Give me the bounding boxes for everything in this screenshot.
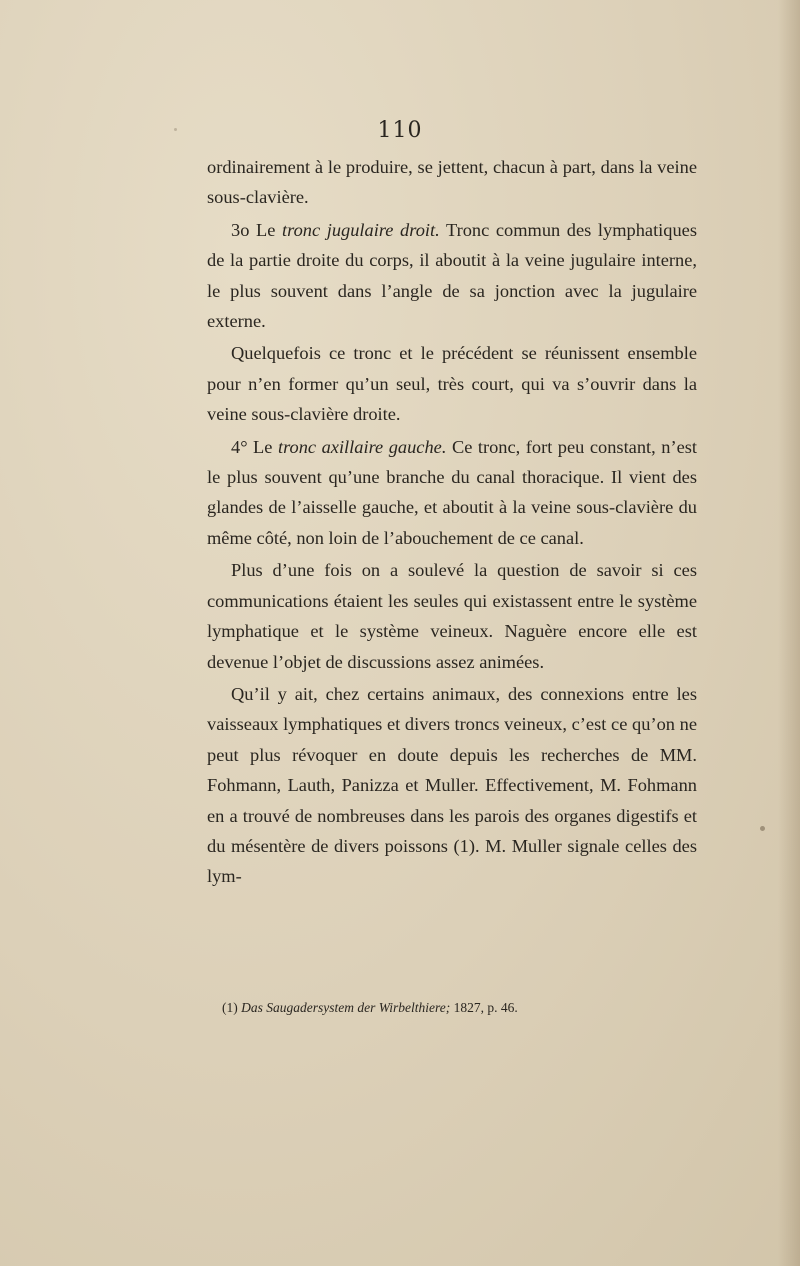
paragraph-4 xyxy=(207,432,697,554)
body-text xyxy=(207,152,697,892)
footnote-citation: 1827, p. 46. xyxy=(450,1000,518,1015)
paragraph-2-italic-heading: tronc jugulaire droit. xyxy=(281,219,440,240)
paragraph-2 xyxy=(207,215,697,337)
paragraph-6-text: Qu’il y ait, chez certains animaux, des connexions entre les vaisseaux lymphatiques et divers troncs veineux, c’est ce qu’on ne peut plus révoquer en doute depuis les recherches de MM. Fohmann, Lauth, Panizza et Muller. Effectivement, M. Fohmann en a trouvé de nombreuses dans les parois des organes digestifs et du mésentère de divers poissons (1). M. Muller signale celles des lym- xyxy=(207,683,697,887)
foxing-spot xyxy=(174,128,177,131)
paragraph-4-lead: 4° Le xyxy=(231,436,278,457)
paragraph-2-text: Tronc commun des lymphatiques de la partie droite du corps, il aboutit à la veine jugulaire interne, le plus souvent dans l’angle de sa jonction avec la jugulaire externe. xyxy=(207,219,697,332)
footnote-marker: (1) xyxy=(222,1000,242,1015)
paragraph-1 xyxy=(207,152,697,213)
paragraph-5-text: Plus d’une fois on a soulevé la question de savoir si ces communications étaient les seules qui existassent entre le système lymphatique et le système veineux. Naguère encore elle est devenue l’objet de discussions assez animées. xyxy=(207,560,697,672)
paragraph-4-italic-heading: tronc axillaire gauche. xyxy=(277,436,447,457)
paragraph-4-text: Ce tronc, fort peu constant, n’est le plus souvent qu’une branche du canal thoracique. Il vient des glandes de l’aisselle gauche, et aboutit à la veine sous-clavière du même côté, non loin de l’abouchement de ce canal. xyxy=(207,436,697,548)
paragraph-5 xyxy=(207,555,697,677)
paragraph-6 xyxy=(207,679,697,892)
footnote xyxy=(222,998,702,1018)
foxing-spot xyxy=(760,826,765,831)
page-edge-shadow xyxy=(778,0,800,1266)
page-number: 110 xyxy=(377,118,423,143)
paragraph-3-text: Quelquefois ce tronc et le précédent se réunissent ensemble pour n’en former qu’un seul, très court, qui va s’ouvrir dans la veine sous-clavière droite. xyxy=(207,343,697,425)
paragraph-1-text: ordinairement à le produire, se jettent, chacun à part, dans la veine sous-clavière. xyxy=(207,157,697,208)
paragraph-3 xyxy=(207,338,697,429)
paragraph-2-lead: 3o Le xyxy=(231,219,282,240)
footnote-title: Das Saugadersystem der Wirbelthiere; xyxy=(241,1000,451,1015)
